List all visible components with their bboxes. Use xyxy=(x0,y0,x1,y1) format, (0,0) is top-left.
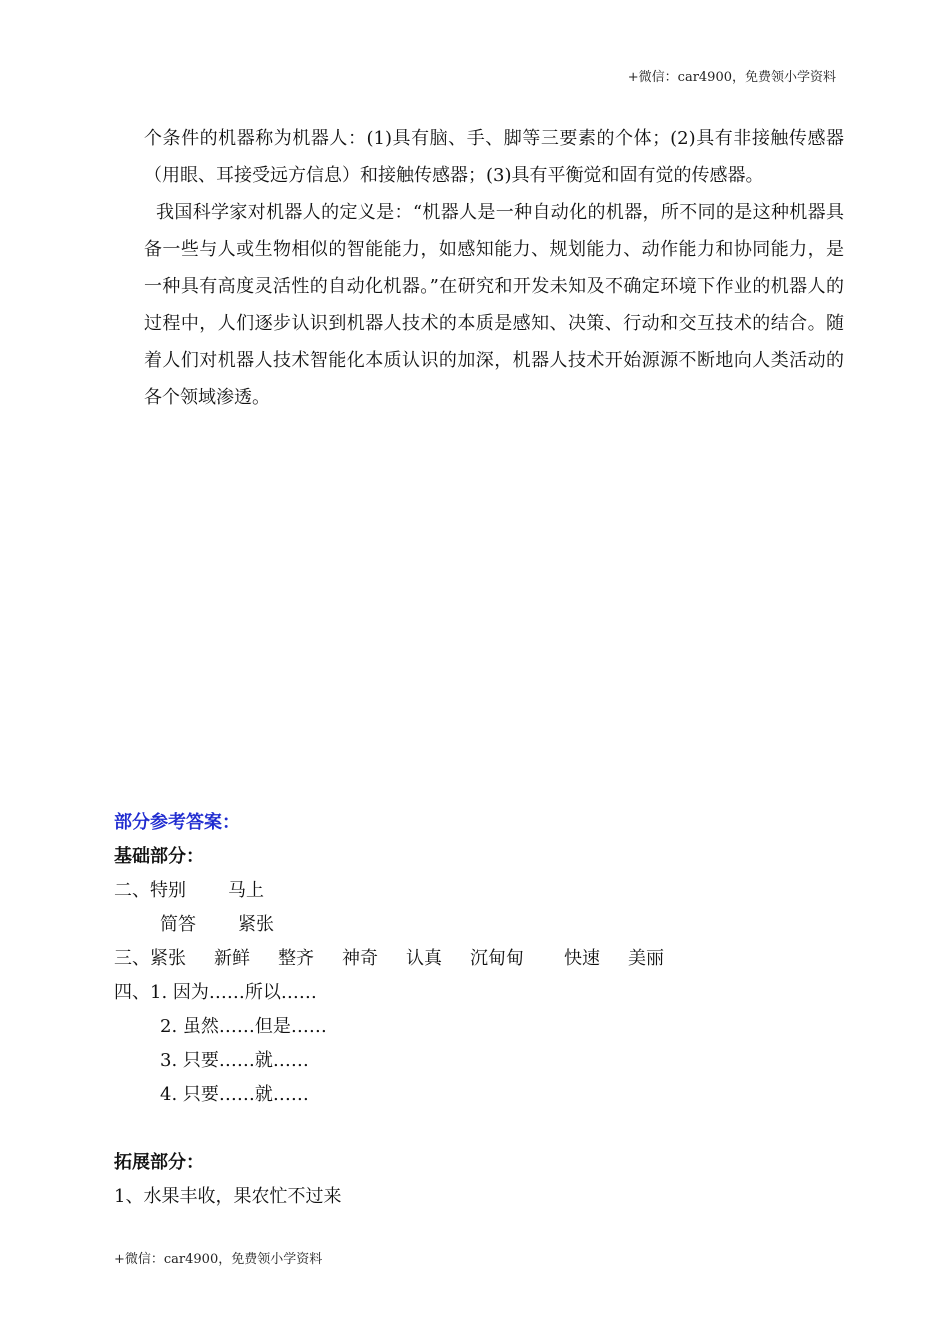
question-4-prefix: 四、 xyxy=(114,982,150,1003)
answer-word: 沉甸甸 xyxy=(470,948,524,969)
basic-section-title: 基础部分： xyxy=(114,846,204,867)
question-2-row-2 xyxy=(114,908,834,942)
answer-word: 马上 xyxy=(228,880,264,901)
extension-item: 1、水果丰收，果农忙不过来 xyxy=(114,1186,342,1207)
answer-word: 神奇 xyxy=(342,948,378,969)
answer-item: 3. 只要……就…… xyxy=(160,1050,309,1071)
question-4-row-2 xyxy=(114,1010,834,1044)
extension-section-title: 拓展部分： xyxy=(114,1152,204,1173)
footer-note: +微信：car4900，免费领小学资料 xyxy=(114,1252,323,1267)
passage xyxy=(144,120,844,416)
question-4-row-1 xyxy=(114,976,834,1010)
answers-title: 部分参考答案： xyxy=(114,812,240,833)
answer-word: 认真 xyxy=(406,948,442,969)
question-3-prefix: 三、 xyxy=(114,948,150,969)
answer-item: 1. 因为……所以…… xyxy=(150,982,317,1003)
question-2-prefix: 二、 xyxy=(114,880,150,901)
passage-paragraph-2: 我国科学家对机器人的定义是：“机器人是一种自动化的机器，所不同的是这种机器具备一些与人或生物相似的智能能力，如感知能力、规划能力、动作能力和协同能力，是一种具有高度灵活性的自动化机器。”在研究和开发未知及不确定环境下作业的机器人的过程中，人们逐步认识到机器人技术的本质是感知、决策、行动和交互技术的结合。随着人们对机器人技术智能化本质认识的加深，机器人技术开始源源不断地向人类活动的各个领域渗透。 xyxy=(144,202,844,408)
answer-word: 新鲜 xyxy=(214,948,250,969)
question-2-row-1 xyxy=(114,874,834,908)
question-4-row-3 xyxy=(114,1044,834,1078)
answers-section xyxy=(114,806,834,1214)
header-note: +微信：car4900，免费领小学资料 xyxy=(627,70,836,85)
answer-word: 特别 xyxy=(150,880,186,901)
answer-word: 紧张 xyxy=(238,914,274,935)
answer-word: 美丽 xyxy=(628,948,664,969)
answer-word: 简答 xyxy=(160,914,196,935)
answer-word: 紧张 xyxy=(150,948,186,969)
question-3-row xyxy=(114,942,834,976)
answer-item: 2. 虽然……但是…… xyxy=(160,1016,327,1037)
answer-word: 整齐 xyxy=(278,948,314,969)
answer-word: 快速 xyxy=(564,948,600,969)
passage-paragraph-1: 个条件的机器称为机器人：(1)具有脑、手、脚等三要素的个体；(2)具有非接触传感器（用眼、耳接受远方信息）和接触传感器；(3)具有平衡觉和固有觉的传感器。 xyxy=(144,128,844,186)
answer-item: 4. 只要……就…… xyxy=(160,1084,309,1105)
question-4-row-4 xyxy=(114,1078,834,1112)
